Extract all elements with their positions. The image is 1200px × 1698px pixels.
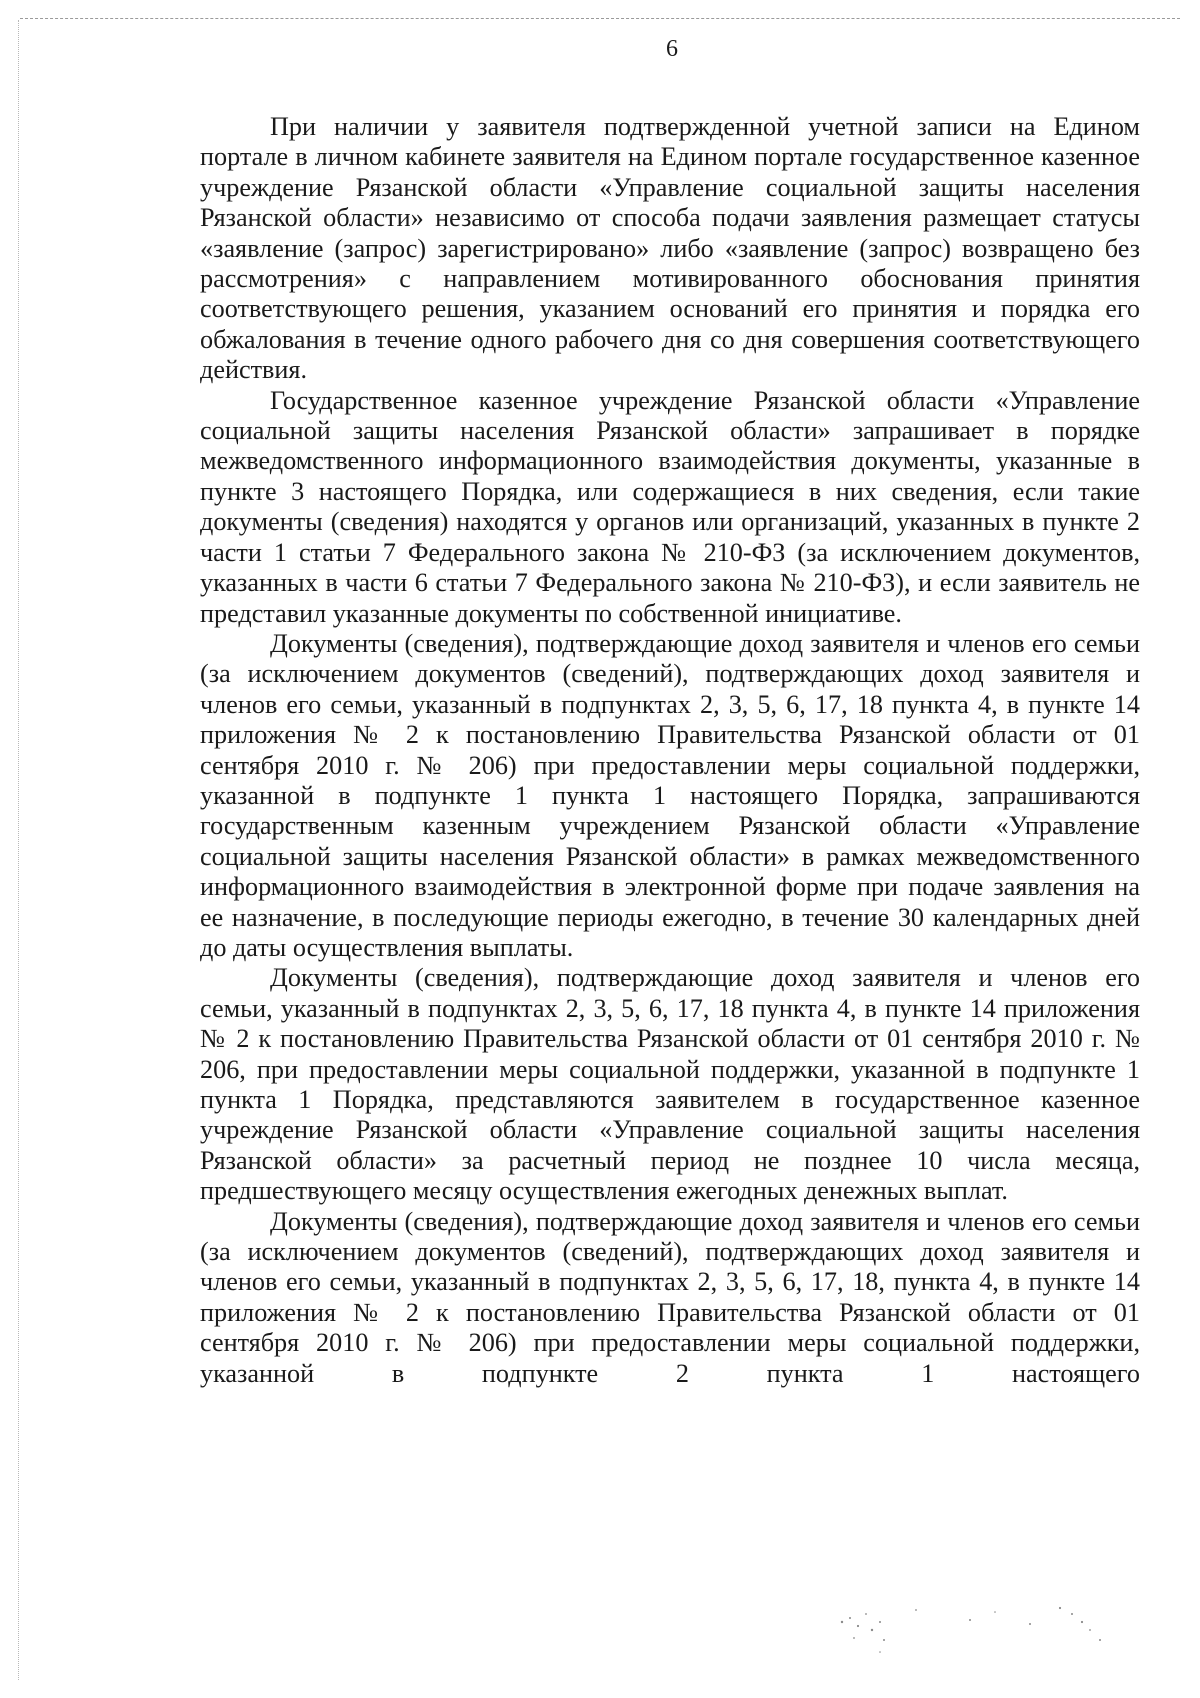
paragraph: Документы (сведения), подтверждающие доход заявителя и членов его семьи, указанный в подпунктах 2, 3, 5, 6, 17, 18 пункта 4, в пункте 14 приложения № 2 к постановлению Правительства Рязанской области от 01 сентября 2010 г. № 206, при предоставлении меры социальной поддержки, указанной в подпункте 1 пункта 1 Порядка, представляются заявителем в государственное казенное учреждение Рязанской области «Управление социальной защиты населения Рязанской области» за расчетный период не позднее 10 числа месяца, предшествующего месяцу осуществления ежегодных денежных выплат.	[200, 963, 1140, 1206]
paragraph: Государственное казенное учреждение Рязанской области «Управление социальной защиты населения Рязанской области» запрашивает в порядке межведомственного информационного взаимодействия документы, указанные в пункте 3 настоящего Порядка, или содержащиеся в них сведения, если такие документы (сведения) находятся у органов или организаций, указанных в пункте 2 части 1 статьи 7 Федерального закона № 210-ФЗ (за исключением документов, указанных в части 6 статьи 7 Федерального закона № 210-ФЗ), и если заявитель не представил указанные документы по собственной инициативе.	[200, 385, 1140, 628]
paragraph: Документы (сведения), подтверждающие доход заявителя и членов его семьи (за исключением документов (сведений), подтверждающих доход заявителя и членов его семьи, указанный в подпунктах 2, 3, 5, 6, 17, 18, пункта 4, в пункте 14 приложения № 2 к постановлению Правительства Рязанской области от 01 сентября 2010 г. № 206) при предоставлении меры социальной поддержки, указанной в подпункте 2 пункта 1 настоящего	[200, 1206, 1140, 1388]
scan-edge-top	[20, 18, 1180, 19]
document-body	[200, 112, 1140, 1389]
paragraph: При наличии у заявителя подтвержденной учетной записи на Едином портале в личном кабинете заявителя на Едином портале государственное казенное учреждение Рязанской области «Управление социальной защиты населения Рязанской области» независимо от способа подачи заявления размещает статусы «заявление (запрос) зарегистрировано» либо «заявление (запрос) возвращено без рассмотрения» с направлением мотивированного обоснования принятия соответствующего решения, указанием оснований его принятия и порядка его обжалования в течение одного рабочего дня со дня совершения соответствующего действия.	[200, 112, 1140, 385]
page-number: 6	[666, 36, 678, 62]
paragraph: Документы (сведения), подтверждающие доход заявителя и членов его семьи (за исключением документов (сведений), подтверждающих доход заявителя и членов его семьи, указанный в подпунктах 2, 3, 5, 6, 17, 18 пункта 4, в пункте 14 приложения № 2 к постановлению Правительства Рязанской области от 01 сентября 2010 г. № 206) при предоставлении меры социальной поддержки, указанной в подпункте 1 пункта 1 настоящего Порядка, запрашиваются государственным казенным учреждением Рязанской области «Управление социальной защиты населения Рязанской области» в рамках межведомственного информационного взаимодействия в электронной форме при подаче заявления на ее назначение, в последующие периоды ежегодно, в течение 30 календарных дней до даты осуществления выплаты.	[200, 628, 1140, 962]
scan-specks	[820, 1600, 1160, 1690]
scan-edge-left	[18, 20, 19, 1680]
